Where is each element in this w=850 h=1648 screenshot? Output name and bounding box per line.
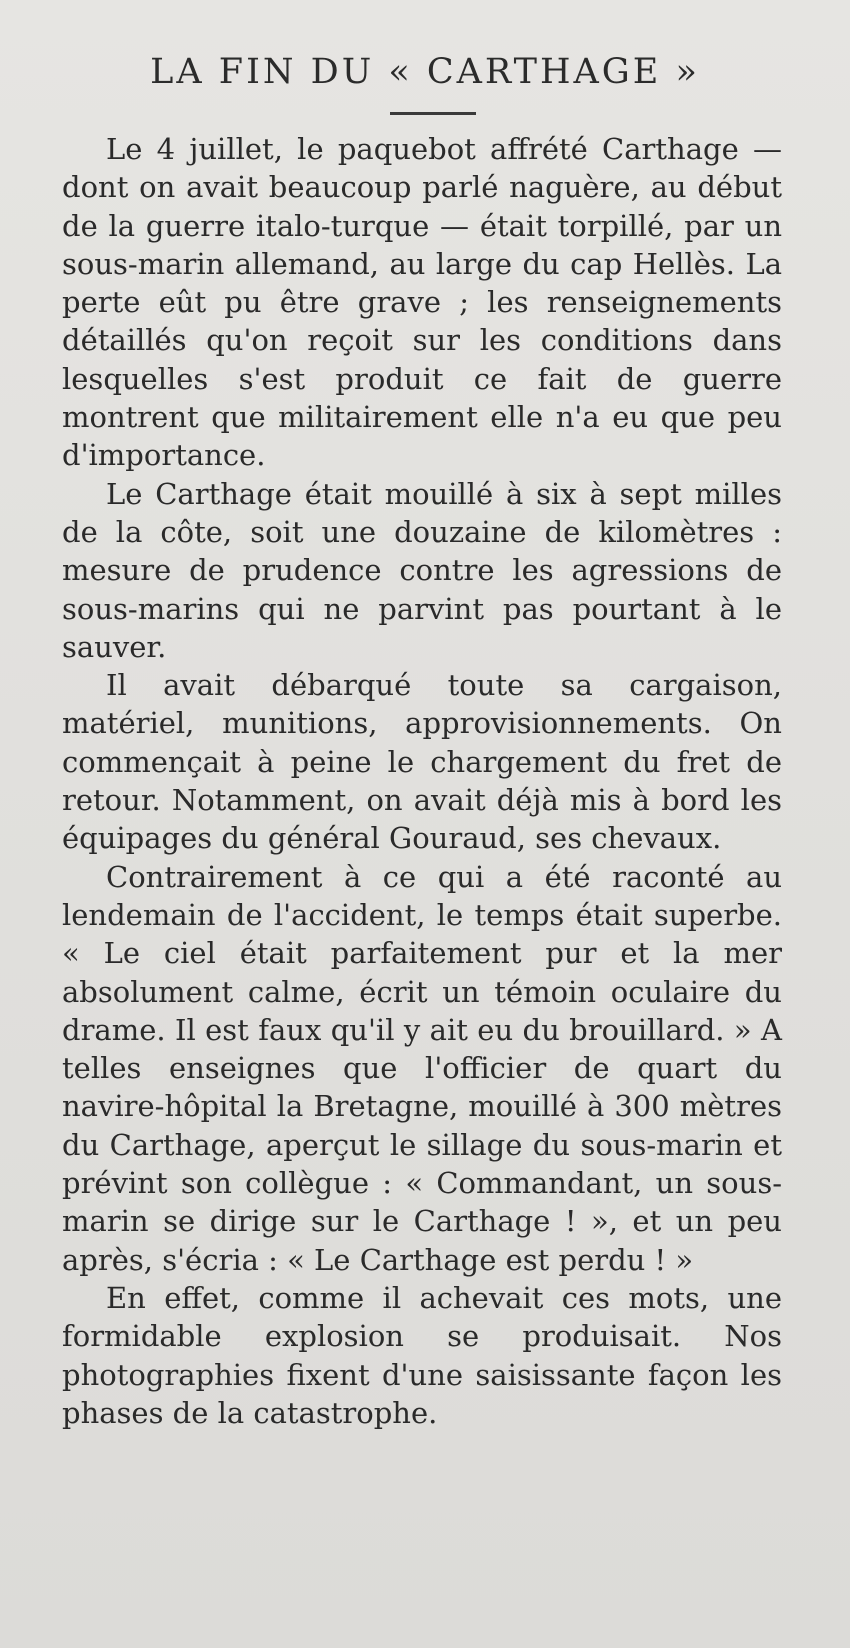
paragraph-3: Il avait débarqué toute sa cargaison, matériel, munitions, approvisionnements. On commençait à peine le chargement du fret de retour. Notamment, on avait déjà mis à bord les équipages du général Gouraud, ses chevaux. [62,668,782,856]
article-body [62,130,782,1432]
article-title: LA FIN DU « CARTHAGE » [150,52,700,92]
paragraph-5: En effet, comme il achevait ces mots, une formidable explosion se produisait. Nos photographies fixent d'une saisissante façon les phases de la catastrophe. [62,1280,782,1430]
paragraph-1: Le 4 juillet, le paquebot affrété Carthage — dont on avait beaucoup parlé naguère, au début de la guerre italo-turque — était torpillé, par un sous-marin allemand, au large du cap Hellès. La perte eût pu être grave ; les renseignements détaillés qu'on reçoit sur les conditions dans lesquelles s'est produit ce fait de guerre montrent que militairement elle n'a eu que peu d'importance. [62,132,782,473]
title-rule [390,112,476,115]
paragraph-4: Contrairement à ce qui a été raconté au lendemain de l'accident, le temps était superbe. « Le ciel était parfaitement pur et la mer absolument calme, écrit un témoin oculaire du drame. Il est faux qu'il y ait eu du brouillard. » A telles enseignes que l'officier de quart du navire-hôpital la Bretagne, mouillé à 300 mètres du Carthage, aperçut le sillage du sous-marin et prévint son collègue : « Commandant, un sous-marin se dirige sur le Carthage ! », et un peu après, s'écria : « Le Carthage est perdu ! » [62,859,782,1277]
paragraph-2: Le Carthage était mouillé à six à sept milles de la côte, soit une douzaine de kilomètres : mesure de prudence contre les agressions de sous-marins qui ne parvint pas pourtant à le sauver. [62,476,782,664]
